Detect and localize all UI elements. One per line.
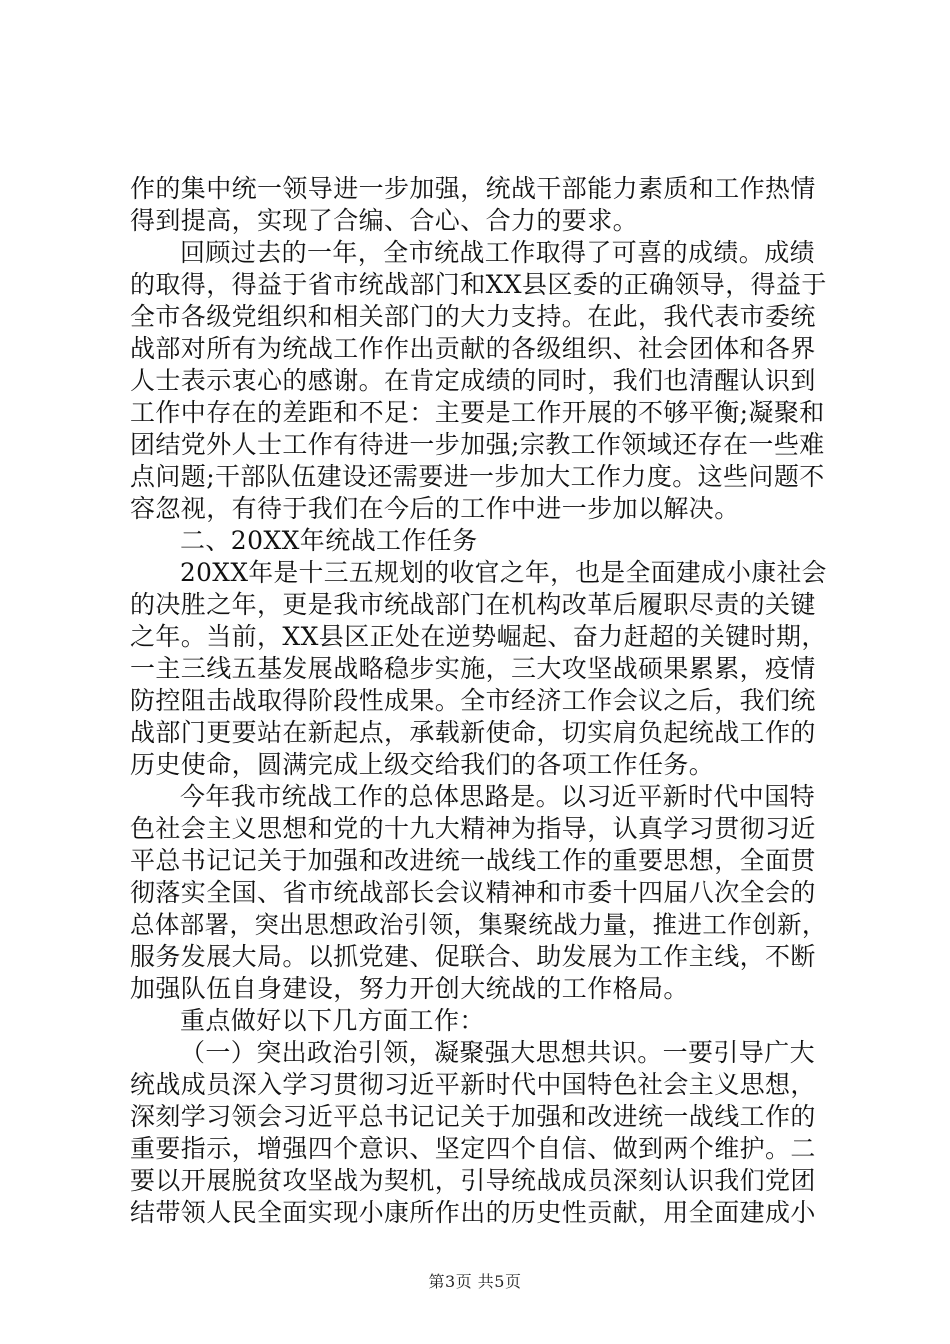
text-line: 二、20XX年统战工作任务 xyxy=(180,526,478,555)
text-line: 要以开展脱贫攻坚战为契机，引导统战成员深刻认识我们党团 xyxy=(130,1166,816,1195)
text-line: 工作中存在的差距和不足：主要是工作开展的不够平衡;凝聚和 xyxy=(130,398,825,427)
text-line: 重要指示，增强四个意识、坚定四个自信、做到两个维护。二 xyxy=(130,1134,816,1163)
text-line: 服务发展大局。以抓党建、促联合、助发展为工作主线，不断 xyxy=(130,942,816,971)
text-line: 历史使命，圆满完成上级交给我们的各项工作任务。 xyxy=(130,750,715,779)
text-line: 得到提高，实现了合编、合心、合力的要求。 xyxy=(130,206,639,235)
text-line: 点问题;干部队伍建设还需要进一步加大工作力度。这些问题不 xyxy=(130,462,825,491)
document-body xyxy=(130,173,830,1229)
text-line: 20XX年是十三五规划的收官之年，也是全面建成小康社会 xyxy=(180,558,827,587)
text-line: 容忽视，有待于我们在今后的工作中进一步加以解决。 xyxy=(130,494,740,523)
text-line: 彻落实全国、省市统战部长会议精神和市委十四届八次全会的 xyxy=(130,878,816,907)
text-line: 加强队伍自身建设，努力开创大统战的工作格局。 xyxy=(130,974,689,1003)
text-line: 今年我市统战工作的总体思路是。以习近平新时代中国特 xyxy=(180,782,816,811)
text-line: 团结党外人士工作有待进一步加强;宗教工作领域还存在一些难 xyxy=(130,430,825,459)
text-line: 作的集中统一领导进一步加强，统战干部能力素质和工作热情 xyxy=(130,174,816,203)
text-line: 统战成员深入学习贯彻习近平新时代中国特色社会主义思想， xyxy=(130,1070,816,1099)
text-line: 战部门更要站在新起点，承载新使命，切实肩负起统战工作的 xyxy=(130,718,816,747)
text-line: 总体部署，突出思想政治引领，集聚统战力量，推进工作创新， xyxy=(130,910,827,939)
text-line: 深刻学习领会习近平总书记记关于加强和改进统一战线工作的 xyxy=(130,1102,816,1131)
text-line: 回顾过去的一年，全市统战工作取得了可喜的成绩。成绩 xyxy=(180,238,816,267)
text-line: 之年。当前，XX县区正处在逆势崛起、奋力赶超的关键时期， xyxy=(130,622,827,651)
text-line: 的取得，得益于省市统战部门和XX县区委的正确领导，得益于 xyxy=(130,270,827,299)
text-line: 人士表示衷心的感谢。在肯定成绩的同时，我们也清醒认识到 xyxy=(130,366,816,395)
text-line: 防控阻击战取得阶段性成果。全市经济工作会议之后，我们统 xyxy=(130,686,816,715)
text-line: 结带领人民全面实现小康所作出的历史性贡献，用全面建成小 xyxy=(130,1198,816,1227)
text-line: 战部对所有为统战工作作出贡献的各级组织、社会团体和各界 xyxy=(130,334,816,363)
text-line: 的决胜之年，更是我市统战部门在机构改革后履职尽责的关键 xyxy=(130,590,816,619)
text-line: 重点做好以下几方面工作： xyxy=(180,1006,485,1035)
text-line: 一主三线五基发展战略稳步实施，三大攻坚战硕果累累，疫情 xyxy=(130,654,816,683)
page-number-footer: 第3页 共5页 xyxy=(428,1272,522,1291)
text-line: 平总书记记关于加强和改进统一战线工作的重要思想，全面贯 xyxy=(130,846,816,875)
text-line: 全市各级党组织和相关部门的大力支持。在此，我代表市委统 xyxy=(130,302,816,331)
text-line: 色社会主义思想和党的十九大精神为指导，认真学习贯彻习近 xyxy=(130,814,816,843)
text-line: （一）突出政治引领，凝聚强大思想共识。一要引导广大 xyxy=(180,1038,816,1067)
